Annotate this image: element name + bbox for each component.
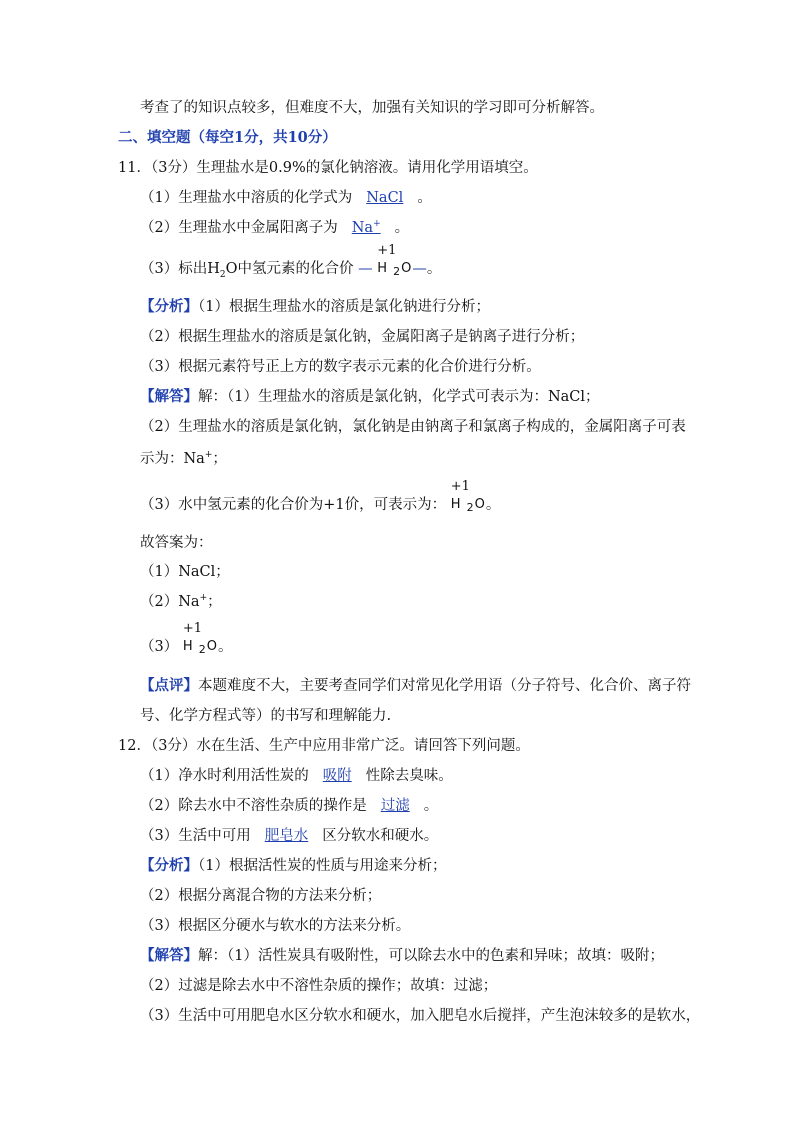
q11-so: 故答案为： (140, 535, 213, 551)
q11-part1-answer: NaCl (366, 190, 404, 206)
valence-label: +1 (377, 243, 397, 258)
q11-part1-end: 。 (417, 190, 432, 206)
period: 。 (218, 639, 233, 655)
valence-label: +1 (450, 479, 470, 494)
answer-tag: 【解答】 (140, 388, 198, 405)
answer-3-text: （3）水中氢元素的化合价为+1价，可表示为： (140, 497, 447, 513)
formula-o: O (474, 497, 486, 512)
q11-part3-text-a: （3）标出H (140, 261, 220, 277)
q12-part1-end: 性除去臭味。 (365, 768, 453, 784)
q11-stem (118, 158, 538, 178)
q11-part3-answer-formula (377, 243, 413, 279)
answer-text: 解：（1）生理盐水的溶质是氯化钠，化学式可表示为：NaCl； (198, 389, 600, 405)
formula-sub: 2 (393, 265, 402, 278)
answer-2b-text: 示为：Na (140, 451, 205, 467)
q11-comment-2: 号、化学方程式等）的书写和理解能力. (140, 708, 392, 724)
answer-text: 解：（1）活性炭具有吸附性，可以除去水中的色素和异味；故填：吸附； (198, 948, 664, 964)
final-2-end: ； (207, 594, 222, 610)
q11-part3: （3）标出$H_2O$中氢元素的化合价 — +1 H $_2$O—。 (140, 243, 442, 280)
q11-part1-text: （1）生理盐水中溶质的化学式为 (140, 190, 353, 206)
answer-tag: 【解答】 (140, 947, 198, 964)
comment-text: 本题难度不大，主要考查同学们对常见化学用语（分子符号、化合价、离子符 (198, 678, 691, 694)
analysis-tag: 【分析】 (140, 298, 198, 315)
q11-part2-answer-base: Na (351, 220, 374, 236)
q12-part2 (140, 796, 438, 816)
q12-part1-answer: 吸附 (322, 768, 352, 784)
comment-tag: 【点评】 (140, 677, 198, 694)
formula-o: O (206, 639, 218, 654)
q11-answer-2a: （2）生理盐水的溶质是氯化钠，氯化钠是由钠离子和氯离子构成的，金属阳离子可表 (140, 419, 686, 435)
valence-label: +1 (182, 621, 203, 636)
q11-part3-end: 。 (426, 261, 442, 277)
q12-analysis-3: （3）根据区分硬水与软水的方法来分析。 (140, 918, 411, 934)
q12-part1 (140, 766, 453, 786)
formula-h: H (182, 639, 194, 654)
q11-answer-2b (140, 449, 227, 469)
q11-answer-3 (140, 479, 501, 515)
q11-part2-end: 。 (394, 220, 410, 236)
q11-part1 (140, 188, 432, 208)
q12-part3-answer: 肥皂水 (264, 828, 309, 844)
q12-stem (118, 736, 530, 756)
section-heading: 二、填空题（每空1分，共10分） (118, 129, 337, 146)
q11-part2 (140, 218, 409, 238)
q12-part2-answer: 过滤 (380, 798, 410, 814)
q11-analysis-2: （2）根据生理盐水的溶质是氯化钠，金属阳离子是钠离子进行分析； (140, 329, 585, 345)
q11-stem-text: （3分）生理盐水是0.9%的氯化钠溶液。请用化学用语填空。 (150, 160, 538, 176)
q11-analysis-1 (140, 297, 490, 317)
q11-part3-sub: 2 (219, 269, 226, 280)
q11-part2-answer-charge: + (373, 219, 381, 230)
q12-part2-text: （2）除去水中不溶性杂质的操作是 (140, 798, 367, 814)
final-2-charge: + (199, 593, 208, 604)
q12-stem-text: （3分）水在生活、生产中应用非常广泛。请回答下列问题。 (150, 738, 530, 754)
answer-2b-end: ； (212, 451, 227, 467)
q12-answer-3: （3）生活中可用肥皂水区分软水和硬水，加入肥皂水后搅拌，产生泡沫较多的是软水， (140, 1008, 701, 1024)
q12-part2-end: 。 (423, 798, 439, 814)
q12-answer-1 (140, 946, 664, 966)
answer-2b-charge: + (204, 450, 213, 461)
q11-part3-text-b: O中氢元素的化合价 (225, 261, 354, 277)
q12-analysis-2: （2）根据分离混合物的方法来分析； (140, 888, 382, 904)
q12-answer-2: （2）过滤是除去水中不溶性杂质的操作；故填：过滤； (140, 978, 498, 994)
answer-3-formula (450, 479, 486, 515)
q11-final-2 (140, 592, 222, 612)
period: 。 (485, 497, 501, 513)
final-3-formula (182, 621, 218, 657)
final-3-text: （3） (140, 639, 179, 655)
formula-sub: 2 (198, 643, 207, 656)
q12-part3-end: 区分软水和硬水。 (322, 828, 439, 844)
final-2-text: （2）Na (140, 594, 200, 610)
q12-part3-text: （3）生活中可用 (140, 828, 251, 844)
q11-answer-1 (140, 387, 600, 407)
q12-part3 (140, 826, 438, 846)
intro-text: 考查了的知识点较多，但难度不大，加强有关知识的学习即可分析解答。 (140, 100, 604, 116)
q12-number: 12． (118, 738, 151, 754)
q11-comment-1 (140, 676, 691, 696)
q11-final-3 (140, 621, 233, 657)
analysis-tag: 【分析】 (140, 857, 198, 874)
analysis-text: （1）根据生理盐水的溶质是氯化钠进行分析； (198, 299, 490, 315)
formula-sub: 2 (466, 501, 475, 514)
formula-h: H (450, 497, 462, 512)
q11-part2-answer (338, 220, 395, 236)
formula-h: H (377, 261, 388, 276)
q11-part2-text: （2）生理盐水中金属阳离子为 (140, 220, 338, 236)
q12-part1-text: （1）净水时利用活性炭的 (140, 768, 309, 784)
formula-o: O (401, 261, 413, 276)
q12-analysis-1 (140, 856, 446, 876)
q11-analysis-3: （3）根据元素符号正上方的数字表示元素的化合价进行分析。 (140, 359, 541, 375)
q11-final-1: （1）NaCl； (140, 564, 230, 580)
q11-number: 11． (118, 160, 151, 176)
analysis-text: （1）根据活性炭的性质与用途来分析； (198, 858, 447, 874)
